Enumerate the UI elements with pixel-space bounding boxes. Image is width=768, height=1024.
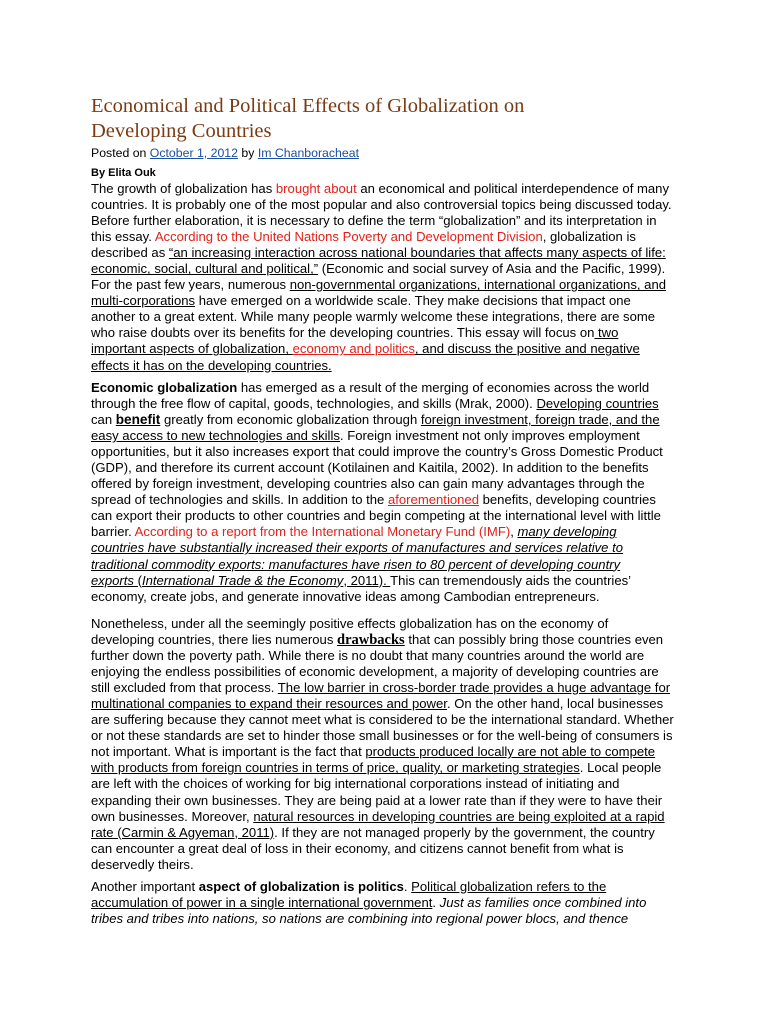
text-run: products produced locally are not able to compete (365, 744, 656, 760)
text-line (91, 744, 674, 760)
text-run: many developing (517, 524, 617, 540)
byline: By Elita Ouk (91, 167, 156, 179)
text-run: The low barrier in cross-border trade provides a huge advantage for (277, 680, 671, 696)
text-run: foreign investment, foreign trade, and the (420, 412, 660, 428)
text-run: can encounter a great deal of loss in their economy, and citizens cannot benefit from what is (91, 840, 624, 856)
title-line: Developing Countries (91, 120, 272, 142)
text-line (91, 181, 672, 197)
text-run: traditional commodity exports: manufactures have risen to 80 percent of developing country (91, 556, 621, 572)
text-run: through the free flow of capital, goods, technologies, and skills (Mrak, 2000). (91, 396, 537, 412)
text-run: accumulation of power in a single international government (91, 895, 433, 911)
text-line (91, 895, 646, 911)
text-run: rate (Carmin & Agyeman, 2011) (91, 824, 275, 840)
text-run: (Economic and social survey of Asia and the Pacific, 1999). (318, 261, 666, 277)
text-line (91, 508, 663, 524)
paragraph-economic-globalization (91, 380, 663, 605)
text-run: easy access to new technologies and skills (91, 428, 340, 444)
text-run: countries have substantially increased their exports of manufactures and services relative to (91, 540, 624, 556)
posted-on-label: Posted on (91, 146, 150, 160)
text-run: (GDP), and therefore its current account (Kotilainen and Kaitila, 2002). In addition to the benefits (91, 460, 649, 476)
text-line (91, 841, 674, 857)
title-line: Economical and Political Effects of Globalization on (91, 95, 525, 117)
text-line (91, 776, 674, 792)
text-run: own businesses. Moreover, (91, 808, 254, 824)
text-run: has emerged as a result of the merging of economies across the world (237, 380, 650, 395)
text-line (91, 879, 646, 895)
text-run: economy and politics (292, 341, 415, 357)
text-run: Another important (91, 879, 199, 894)
text-run: multinational companies to expand their resources and power (91, 696, 447, 712)
text-run: or not these standards are set to hinder those small businesses or for the well-being of consumers is (91, 728, 673, 744)
paragraph-intro (91, 181, 672, 374)
text-run: economy, create jobs, and generate innovative ideas among Cambodian entrepreneurs. (91, 588, 600, 604)
text-line (91, 277, 672, 293)
text-run: Nonetheless, under all the seemingly positive effects globalization has on the economy of (91, 616, 609, 631)
text-line (91, 245, 672, 261)
text-line (91, 492, 663, 508)
text-run: , globalization is (542, 229, 636, 245)
text-line (91, 809, 674, 825)
text-run: benefits, developing countries (478, 492, 656, 508)
text-run: multi-corporations (91, 293, 196, 309)
text-line (91, 712, 674, 728)
text-line (91, 680, 674, 696)
text-run: According to the United Nations Poverty and Development Division (154, 229, 543, 245)
text-line (91, 728, 674, 744)
text-line (91, 380, 663, 396)
text-run: , and discuss the positive and negative (414, 341, 640, 357)
text-line (91, 648, 674, 664)
text-run: two (594, 325, 619, 341)
text-line (91, 341, 672, 357)
text-run: can (91, 412, 116, 428)
text-run: barrier. (91, 524, 135, 540)
text-run: exports (91, 572, 134, 588)
text-line (91, 325, 672, 341)
text-line (91, 616, 674, 632)
text-run: . On the other hand, local businesses (446, 696, 664, 712)
text-line (91, 293, 672, 309)
text-run: not important. What is important is the fact that (91, 744, 366, 760)
text-run: offered by foreign investment, developing countries also can gain many advantages through the (91, 476, 645, 492)
text-line (91, 589, 663, 605)
text-line (91, 197, 672, 213)
text-line (91, 428, 663, 444)
text-run: . Local people (579, 760, 662, 776)
text-run: This can tremendously aids the countries’ (390, 572, 632, 588)
text-run: non-governmental organizations, international organizations, and (289, 277, 667, 293)
paragraph-politics (91, 879, 646, 927)
author-link[interactable]: Im Chanboracheat (257, 146, 359, 160)
text-run: that can possibly bring those countries even (404, 632, 664, 648)
text-line (91, 309, 672, 325)
text-run: , 2011). (343, 572, 391, 588)
text-run: . If they are not managed properly by the government, the country (274, 824, 655, 840)
text-run: benefit (115, 412, 161, 428)
text-run: Political globalization refers to the (411, 879, 607, 894)
text-run: have emerged on a worldwide scale. They make decisions that impact one (195, 293, 631, 309)
text-run: aforementioned (387, 492, 479, 508)
text-run: can export their products to other countries and begin competing at the international level with little (91, 508, 661, 524)
text-run: another to a great extent. While many people warmly welcome these integrations, there are some (91, 309, 656, 325)
text-run: aspect of globalization is politics (198, 879, 404, 894)
post-date-link[interactable]: October 1, 2012 (149, 146, 238, 160)
text-run: “an increasing interaction across national boundaries that affects many aspects of life: (168, 245, 666, 261)
text-run: greatly from economic globalization through (160, 412, 421, 428)
text-line (91, 476, 663, 492)
text-line (91, 825, 674, 841)
text-line (91, 229, 672, 245)
posted-by-label: by (237, 146, 258, 160)
text-run: drawbacks (337, 632, 405, 649)
text-run: . (403, 879, 412, 894)
text-line (91, 358, 672, 374)
text-run: brought about (275, 181, 357, 196)
text-line (91, 696, 674, 712)
post-meta (91, 145, 359, 161)
text-run: According to a report from the International Monetary Fund (IMF) (134, 524, 511, 540)
text-line (91, 911, 646, 927)
text-line (91, 261, 672, 277)
text-run: opportunities, but it also increases export that could improve the country’s Gross Domestic Product (91, 444, 663, 460)
text-run: ( (133, 572, 142, 588)
text-line (91, 540, 663, 556)
text-run: Developing countries (536, 396, 659, 412)
text-run: with products from foreign countries in terms of price, quality, or marketing strategies (91, 760, 580, 776)
text-line (91, 557, 663, 573)
text-run: described as (91, 245, 169, 261)
text-run: , (510, 524, 518, 540)
text-run: natural resources in developing countries are being exploited at a rapid (253, 808, 665, 824)
text-line (91, 213, 672, 229)
text-line (91, 857, 674, 873)
text-line (91, 396, 663, 412)
text-line (91, 632, 674, 648)
article-title (91, 94, 651, 144)
text-line (91, 664, 674, 680)
text-run: developing countries, there lies numerous (91, 632, 338, 648)
text-run: The growth of globalization has (91, 181, 276, 196)
text-line (91, 460, 663, 476)
text-line (91, 760, 674, 776)
text-run: who raise doubts over its benefits for the developing countries. This essay will focus on (91, 325, 595, 341)
text-run: important aspects of globalization, (91, 341, 293, 357)
text-run: economic, social, cultural and political,” (91, 261, 319, 277)
text-run: effects it has on the developing countries. (91, 357, 332, 373)
text-run: countries. It is probably one of the most popular and also controversial topics being discussed today. (91, 197, 672, 213)
text-run: deservedly theirs. (91, 856, 194, 872)
text-line (91, 793, 674, 809)
text-line (91, 524, 663, 540)
text-run: are left with the choices of working for big international corporations instead of initiating and (91, 776, 620, 792)
text-run: spread of technologies and skills. In addition to the (91, 492, 388, 508)
text-run: For the past few years, numerous (91, 277, 290, 293)
text-run: this essay. (91, 229, 155, 245)
text-line (91, 573, 663, 589)
text-run: are suffering because they cannot meet what is considered to be the international standard. Whether (91, 712, 674, 728)
text-run: further down the poverty path. While there is no doubt that many countries around the world are (91, 648, 645, 664)
text-run: . Foreign investment not only improves employment (339, 428, 640, 444)
text-run: expanding their own businesses. They are being paid at a lower rate than if they were to have their (91, 792, 663, 808)
text-run: Just as families once combined into (439, 895, 647, 911)
text-run: Before further elaboration, it is necessary to define the term “globalization” and its interpretation in (91, 213, 657, 229)
text-run: tribes and tribes into nations, so nations are combining into regional power blocs, and thence (91, 911, 629, 927)
text-run: International Trade & the Economy (141, 572, 344, 588)
text-run: Economic globalization (91, 380, 238, 395)
paragraph-drawbacks (91, 616, 674, 873)
text-line (91, 444, 663, 460)
text-run: . (432, 895, 440, 911)
text-line (91, 412, 663, 428)
text-run: an economical and political interdependence of many (356, 181, 669, 196)
text-run: enjoying the endless possibilities of economic development, a majority of developing countries are (91, 664, 659, 680)
text-run: still excluded from that process. (91, 680, 278, 696)
